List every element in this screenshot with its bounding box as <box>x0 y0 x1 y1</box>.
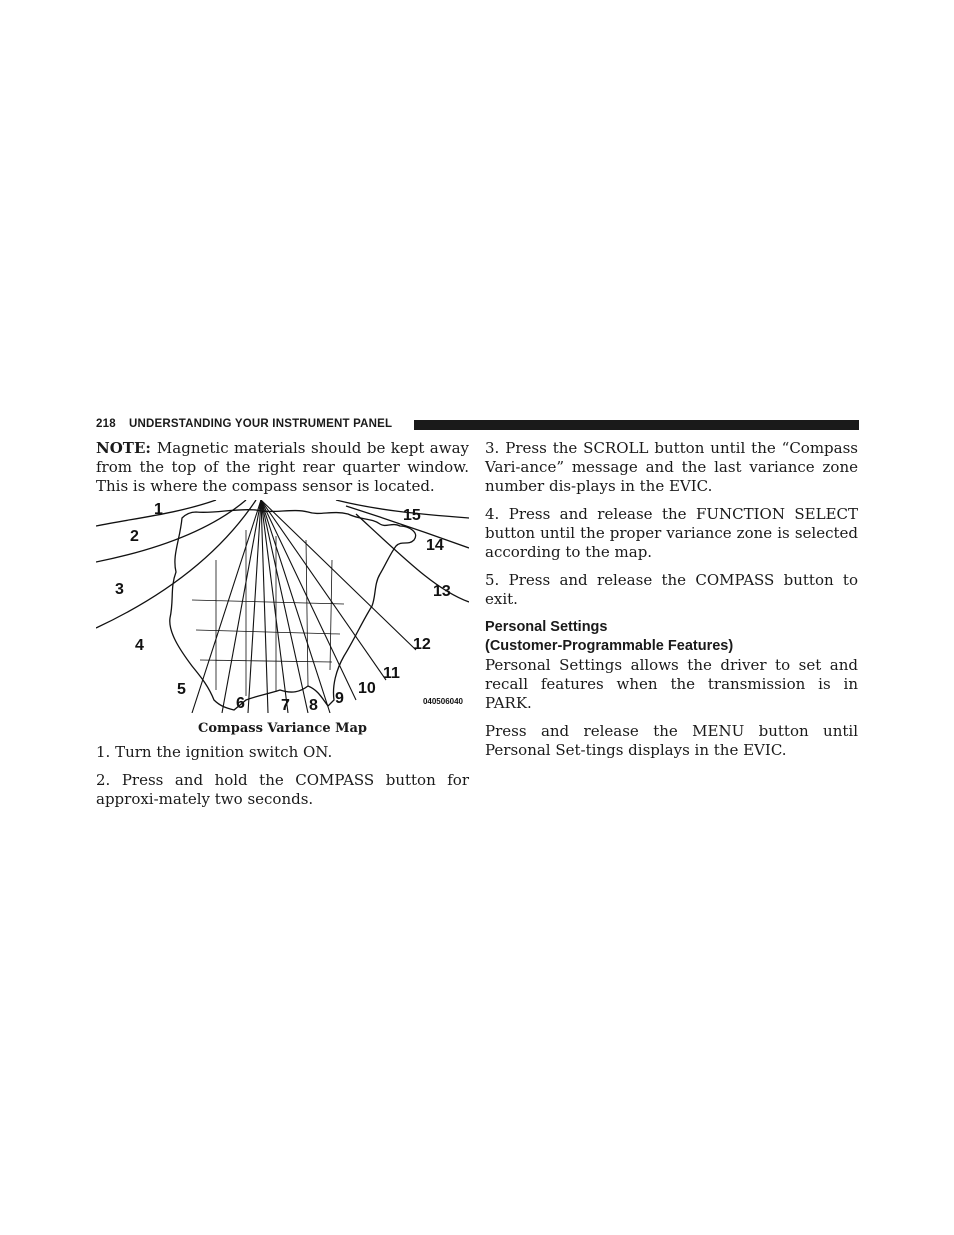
section-heading-line2: (Customer-Programmable Features) <box>485 638 734 654</box>
zone-label: 9 <box>335 690 344 707</box>
step-5: 5. Press and release the COMPASS button to exit. <box>485 571 858 608</box>
zone-label: 7 <box>281 697 290 714</box>
section-heading-line1: Personal Settings <box>485 619 608 635</box>
step-2: 2. Press and hold the COMPASS button for approxi-mately two seconds. <box>96 771 469 808</box>
zone-curve <box>96 500 246 562</box>
header-rule <box>414 420 859 430</box>
zone-label: 15 <box>403 507 421 524</box>
section-title: UNDERSTANDING YOUR INSTRUMENT PANEL <box>129 418 393 430</box>
figure-caption: Compass Variance Map <box>197 721 368 736</box>
page-number: 218 <box>96 418 116 430</box>
zone-label: 4 <box>135 637 144 654</box>
section-heading <box>485 618 858 656</box>
zone-label: 2 <box>130 528 139 545</box>
step-3: 3. Press the SCROLL button until the “Compass Vari-ance” message and the last variance zone number dis-plays in the EVIC. <box>485 439 858 495</box>
zone-label: 5 <box>177 681 186 698</box>
zone-label: 14 <box>426 537 444 554</box>
zone-label: 10 <box>358 680 376 697</box>
figure-code: 040506040 <box>422 697 463 706</box>
left-column <box>96 439 469 809</box>
zone-label: 13 <box>433 583 451 600</box>
compass-variance-map <box>96 500 469 713</box>
zone-label: 1 <box>154 501 163 518</box>
zone-label: 12 <box>413 636 431 653</box>
continent-outline <box>170 510 416 710</box>
zone-label: 11 <box>383 665 400 682</box>
note-paragraph <box>96 439 469 496</box>
map-drawing <box>96 500 469 713</box>
right-column <box>485 439 858 760</box>
note-label: NOTE: <box>96 439 151 457</box>
step-1: 1. Turn the ignition switch ON. <box>96 743 333 761</box>
zone-label: 3 <box>115 581 124 598</box>
paragraph: Personal Settings allows the driver to set and recall features when the transmission is in PARK. <box>485 656 858 712</box>
step-4: 4. Press and release the FUNCTION SELECT button until the proper variance zone is selected according to the map. <box>485 505 858 561</box>
zone-curve <box>356 514 469 602</box>
paragraph: Press and release the MENU button until Personal Set-tings displays in the EVIC. <box>485 722 858 759</box>
note-text: Magnetic materials should be kept away from the top of the right rear quarter window. This is where the compass sensor is located. <box>96 439 469 495</box>
zone-label: 6 <box>236 695 245 712</box>
page-header <box>96 417 859 433</box>
zone-curve <box>96 500 256 628</box>
zone-label: 8 <box>309 697 318 714</box>
